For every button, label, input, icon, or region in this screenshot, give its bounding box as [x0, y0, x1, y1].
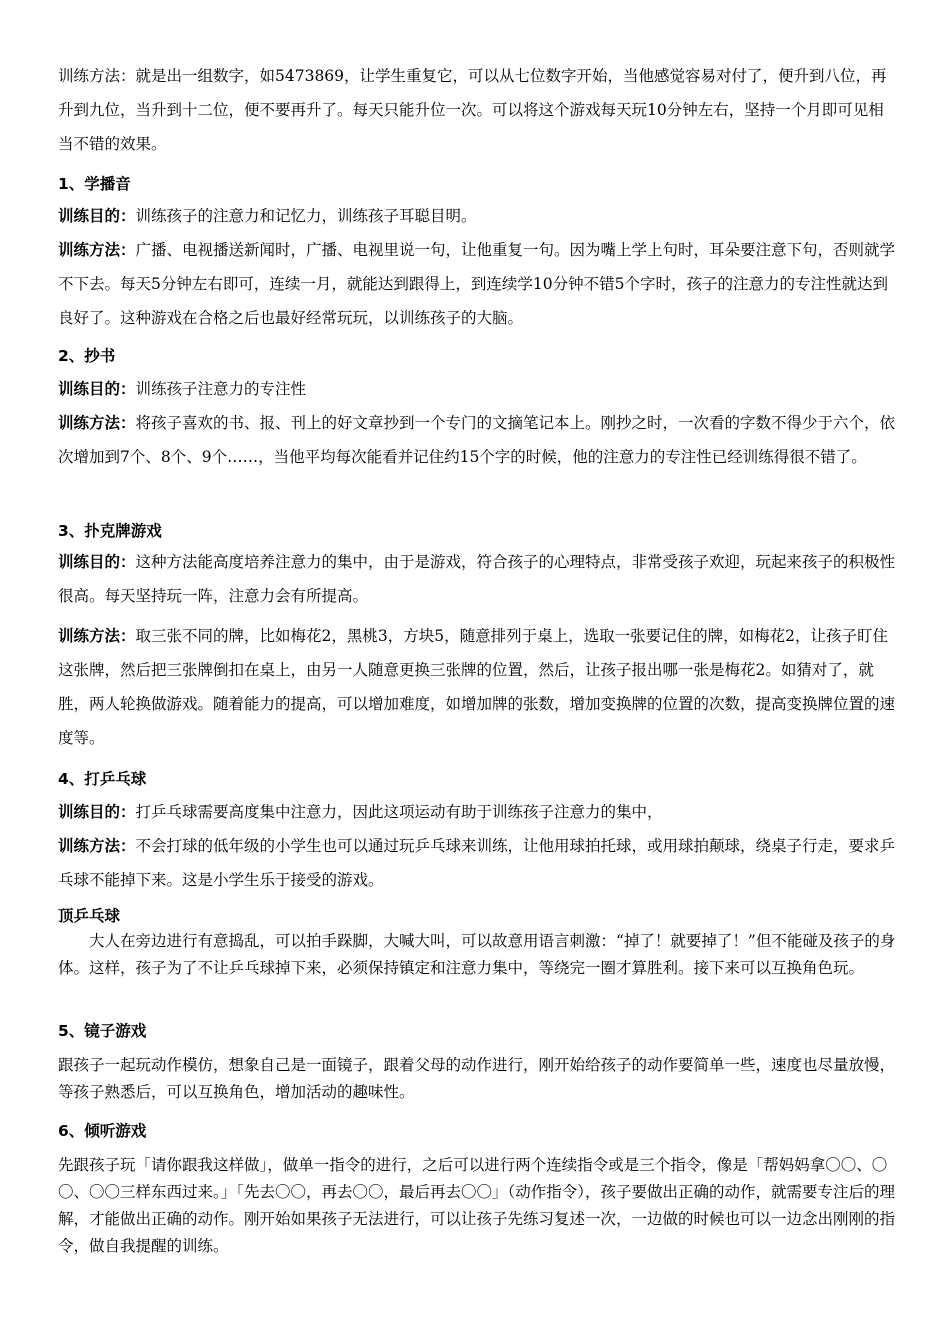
section-2-goal [58, 372, 896, 406]
section-4-goal [58, 795, 896, 829]
section-4-subheading: 顶乒乓球 [58, 907, 121, 925]
section-4-subtext: 大人在旁边进行有意捣乱，可以拍手跺脚，大喊大叫，可以故意用语言刺激：“掉了！就要掉了！”但不能碰及孩子的身体。这样，孩子为了不让乒乓球掉下来，必须保持镇定和注意力集中，等绕完一圈才算胜利。接下来可以互换角色玩。 [58, 932, 896, 977]
section-1-heading: 1、学播音 [58, 175, 131, 193]
section-6-heading: 6、倾听游戏 [58, 1122, 147, 1140]
section-3-heading: 3、扑克牌游戏 [58, 522, 162, 540]
section-1-method-text: 广播、电视播送新闻时，广播、电视里说一句，让他重复一句。因为嘴上学上句时，耳朵要注意下句，否则就学不下去。每天5分钟左右即可，连续一月，就能达到跟得上，到连续学10分钟不错5个字时，孩子的注意力的专注性就达到良好了。这种游戏在合格之后也最好经常玩玩，以训练孩子的大脑。 [58, 241, 896, 327]
goal-label: 训练目的： [58, 803, 136, 821]
section-1-method [58, 233, 896, 335]
section-4-method [58, 829, 896, 897]
section-4-goal-text: 打乒乓球需要高度集中注意力，因此这项运动有助于训练孩子注意力的集中， [135, 803, 663, 821]
method-label: 训练方法： [58, 241, 136, 259]
intro-paragraph: 训练方法：就是出一组数字，如5473869，让学生重复它，可以从七位数字开始，当他感觉容易对付了，便升到八位，再升到九位，当升到十二位，便不要再升了。每天只能升位一次。可以将这个游戏每天玩10分钟左右，坚持一个月即可见相当不错的效果。 [58, 67, 887, 153]
goal-label: 训练目的： [58, 380, 136, 398]
section-2-method-text: 将孩子喜欢的书、报、刊上的好文章抄到一个专门的文摘笔记本上。刚抄之时，一次看的字数不得少于六个，依次增加到7个、8个、9个……，当他平均每次能看并记住约15个字的时候，他的注意力的专注性已经训练得很不错了。 [58, 414, 896, 466]
section-1-goal-text: 训练孩子的注意力和记忆力，训练孩子耳聪目明。 [135, 207, 477, 225]
section-3-goal [58, 545, 896, 613]
section-2-heading: 2、抄书 [58, 347, 116, 365]
section-4-heading: 4、打乒乓球 [58, 770, 147, 788]
section-1-goal [58, 199, 896, 233]
method-label: 训练方法： [58, 837, 136, 855]
section-6-text: 先跟孩子玩「请你跟我这样做」，做单一指令的进行，之后可以进行两个连续指令或是三个指令，像是「帮妈妈拿〇〇、〇〇、〇〇三样东西过来。」「先去〇〇，再去〇〇，最后再去〇〇」（动作指令），孩子要做出正确的动作，就需要专注后的理解，才能做出正确的动作。刚开始如果孩子无法进行，可以让孩子先练习复述一次，一边做的时候也可以一边念出刚刚的指令，做自我提醒的训练。 [58, 1156, 896, 1255]
method-label: 训练方法： [58, 414, 136, 432]
goal-label: 训练目的： [58, 207, 136, 225]
section-3-method [58, 619, 896, 755]
section-5-text: 跟孩子一起玩动作模仿，想象自己是一面镜子，跟着父母的动作进行，刚开始给孩子的动作要简单一些，速度也尽量放慢，等孩子熟悉后，可以互换角色，增加活动的趣味性。 [58, 1056, 896, 1101]
method-label: 训练方法： [58, 627, 136, 645]
section-2-method [58, 406, 896, 474]
section-3-goal-text: 这种方法能高度培养注意力的集中，由于是游戏，符合孩子的心理特点，非常受孩子欢迎，玩起来孩子的积极性很高。每天坚持玩一阵，注意力会有所提高。 [58, 553, 896, 605]
goal-label: 训练目的： [58, 553, 136, 571]
section-3-method-text: 取三张不同的牌，比如梅花2，黑桃3，方块5，随意排列于桌上，选取一张要记住的牌，如梅花2，让孩子盯住这张牌，然后把三张牌倒扣在桌上，由另一人随意更换三张牌的位置，然后，让孩子报出哪一张是梅花2。如猜对了，就胜，两人轮换做游戏。随着能力的提高，可以增加难度，如增加牌的张数，增加变换牌的位置的次数，提高变换牌位置的速度等。 [58, 627, 896, 747]
section-2-goal-text: 训练孩子注意力的专注性 [135, 380, 307, 398]
section-5-heading: 5、镜子游戏 [58, 1022, 147, 1040]
section-4-method-text: 不会打球的低年级的小学生也可以通过玩乒乓球来训练，让他用球拍托球，或用球拍颠球，绕桌子行走，要求乒乓球不能掉下来。这是小学生乐于接受的游戏。 [58, 837, 896, 889]
